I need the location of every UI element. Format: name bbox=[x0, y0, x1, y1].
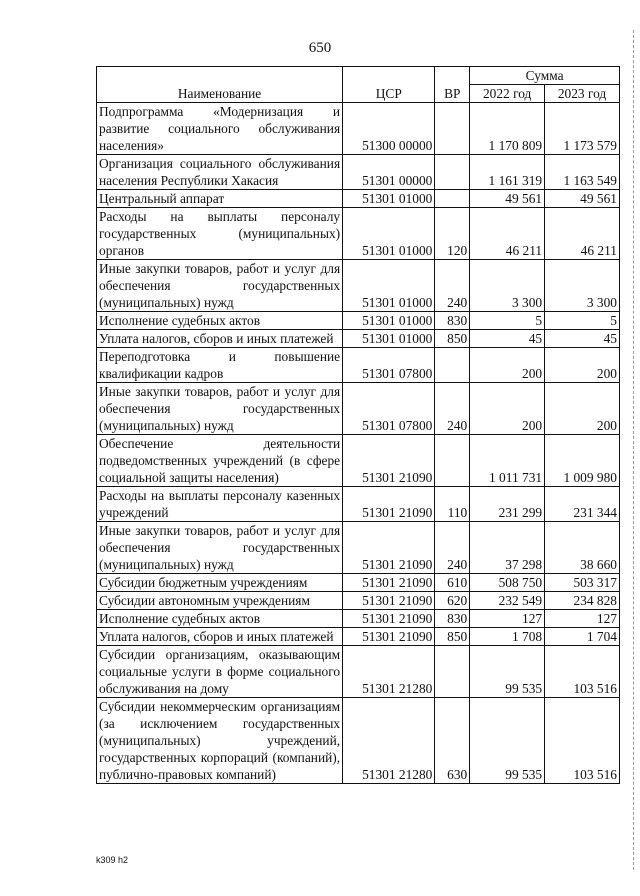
row-vr: 240 bbox=[435, 260, 470, 312]
row-vr: 120 bbox=[435, 208, 470, 260]
row-sum-2023: 127 bbox=[545, 610, 620, 628]
row-vr bbox=[435, 348, 470, 383]
row-sum-2022: 231 299 bbox=[470, 487, 545, 522]
page-number: 650 bbox=[308, 40, 332, 56]
row-sum-2022: 3 300 bbox=[470, 260, 545, 312]
row-vr: 630 bbox=[435, 698, 470, 784]
row-csr: 51301 21280 bbox=[343, 698, 435, 784]
row-name: Уплата налогов, сборов и иных платежей bbox=[97, 330, 343, 348]
header-2023: 2023 год bbox=[545, 85, 620, 103]
row-csr: 51301 07800 bbox=[343, 348, 435, 383]
row-vr: 620 bbox=[435, 592, 470, 610]
header-csr: ЦСР bbox=[343, 67, 435, 103]
row-sum-2023: 3 300 bbox=[545, 260, 620, 312]
row-sum-2022: 232 549 bbox=[470, 592, 545, 610]
row-csr: 51300 00000 bbox=[343, 103, 435, 155]
table-row bbox=[97, 435, 620, 487]
page-edge-line bbox=[632, 30, 634, 870]
row-sum-2022: 99 535 bbox=[470, 698, 545, 784]
row-vr bbox=[435, 190, 470, 208]
row-sum-2022: 37 298 bbox=[470, 522, 545, 574]
row-name: Субсидии организациям, оказывающим социальные услуги в форме социального обслуживания на дому bbox=[97, 646, 343, 698]
row-vr: 110 bbox=[435, 487, 470, 522]
table-row bbox=[97, 208, 620, 260]
row-name: Расходы на выплаты персоналу казенных учреждений bbox=[97, 487, 343, 522]
row-csr: 51301 21090 bbox=[343, 610, 435, 628]
row-name: Исполнение судебных актов bbox=[97, 610, 343, 628]
row-csr: 51301 01000 bbox=[343, 190, 435, 208]
table-row bbox=[97, 260, 620, 312]
row-name: Иные закупки товаров, работ и услуг для обеспечения государственных (муниципальных) нужд bbox=[97, 522, 343, 574]
row-csr: 51301 00000 bbox=[343, 155, 435, 190]
row-name: Переподготовка и повышение квалификации кадров bbox=[97, 348, 343, 383]
row-sum-2022: 5 bbox=[470, 312, 545, 330]
row-sum-2023: 103 516 bbox=[545, 646, 620, 698]
row-sum-2022: 1 170 809 bbox=[470, 103, 545, 155]
row-csr: 51301 21090 bbox=[343, 592, 435, 610]
row-csr: 51301 21090 bbox=[343, 487, 435, 522]
row-sum-2023: 38 660 bbox=[545, 522, 620, 574]
header-2022: 2022 год bbox=[470, 85, 545, 103]
row-vr: 610 bbox=[435, 574, 470, 592]
row-sum-2023: 5 bbox=[545, 312, 620, 330]
row-name: Расходы на выплаты персоналу государственных (муниципальных) органов bbox=[97, 208, 343, 260]
row-sum-2022: 45 bbox=[470, 330, 545, 348]
row-sum-2022: 200 bbox=[470, 383, 545, 435]
row-vr: 830 bbox=[435, 312, 470, 330]
row-sum-2023: 200 bbox=[545, 383, 620, 435]
header-row bbox=[97, 67, 620, 85]
row-sum-2022: 1 011 731 bbox=[470, 435, 545, 487]
header-sum: Сумма bbox=[470, 67, 620, 85]
row-vr: 240 bbox=[435, 383, 470, 435]
table-body bbox=[97, 103, 620, 784]
table-row bbox=[97, 103, 620, 155]
row-sum-2023: 200 bbox=[545, 348, 620, 383]
row-sum-2023: 103 516 bbox=[545, 698, 620, 784]
row-name: Уплата налогов, сборов и иных платежей bbox=[97, 628, 343, 646]
row-csr: 51301 01000 bbox=[343, 208, 435, 260]
row-name: Иные закупки товаров, работ и услуг для обеспечения государственных (муниципальных) нужд bbox=[97, 383, 343, 435]
budget-table bbox=[96, 66, 620, 784]
row-vr: 850 bbox=[435, 628, 470, 646]
row-sum-2022: 1 708 bbox=[470, 628, 545, 646]
row-vr: 240 bbox=[435, 522, 470, 574]
row-csr: 51301 21280 bbox=[343, 646, 435, 698]
table-row bbox=[97, 330, 620, 348]
row-sum-2023: 1 163 549 bbox=[545, 155, 620, 190]
row-vr bbox=[435, 103, 470, 155]
header-name: Наименование bbox=[97, 67, 343, 103]
row-vr bbox=[435, 646, 470, 698]
table-row bbox=[97, 487, 620, 522]
table-row bbox=[97, 646, 620, 698]
row-csr: 51301 01000 bbox=[343, 312, 435, 330]
row-sum-2023: 1 009 980 bbox=[545, 435, 620, 487]
header-vr: ВР bbox=[435, 67, 470, 103]
row-sum-2023: 46 211 bbox=[545, 208, 620, 260]
row-sum-2023: 1 704 bbox=[545, 628, 620, 646]
row-csr: 51301 21090 bbox=[343, 435, 435, 487]
row-vr bbox=[435, 435, 470, 487]
row-sum-2022: 46 211 bbox=[470, 208, 545, 260]
row-name: Обеспечение деятельности подведомственных учреждений (в сфере социальной защиты населения) bbox=[97, 435, 343, 487]
footer-code: k309 h2 bbox=[96, 855, 129, 865]
table-row bbox=[97, 190, 620, 208]
row-csr: 51301 01000 bbox=[343, 260, 435, 312]
row-sum-2023: 234 828 bbox=[545, 592, 620, 610]
row-sum-2022: 49 561 bbox=[470, 190, 545, 208]
row-name: Субсидии бюджетным учреждениям bbox=[97, 574, 343, 592]
row-vr bbox=[435, 155, 470, 190]
row-name: Иные закупки товаров, работ и услуг для обеспечения государственных (муниципальных) нужд bbox=[97, 260, 343, 312]
row-vr: 830 bbox=[435, 610, 470, 628]
row-name: Организация социального обслуживания населения Республики Хакасия bbox=[97, 155, 343, 190]
row-name: Субсидии автономным учреждениям bbox=[97, 592, 343, 610]
table-row bbox=[97, 312, 620, 330]
row-sum-2022: 508 750 bbox=[470, 574, 545, 592]
table-row bbox=[97, 698, 620, 784]
row-sum-2022: 200 bbox=[470, 348, 545, 383]
row-sum-2022: 1 161 319 bbox=[470, 155, 545, 190]
table-row bbox=[97, 574, 620, 592]
row-sum-2023: 231 344 bbox=[545, 487, 620, 522]
row-name: Подпрограмма «Модернизация и развитие социального обслуживания населения» bbox=[97, 103, 343, 155]
table-row bbox=[97, 610, 620, 628]
row-csr: 51301 21090 bbox=[343, 522, 435, 574]
row-name: Центральный аппарат bbox=[97, 190, 343, 208]
row-sum-2023: 1 173 579 bbox=[545, 103, 620, 155]
row-csr: 51301 07800 bbox=[343, 383, 435, 435]
table-row bbox=[97, 383, 620, 435]
row-sum-2023: 45 bbox=[545, 330, 620, 348]
row-sum-2023: 49 561 bbox=[545, 190, 620, 208]
row-csr: 51301 01000 bbox=[343, 330, 435, 348]
table-row bbox=[97, 592, 620, 610]
row-sum-2022: 127 bbox=[470, 610, 545, 628]
row-name: Исполнение судебных актов bbox=[97, 312, 343, 330]
row-vr: 850 bbox=[435, 330, 470, 348]
row-csr: 51301 21090 bbox=[343, 628, 435, 646]
table-row bbox=[97, 628, 620, 646]
row-sum-2023: 503 317 bbox=[545, 574, 620, 592]
table-row bbox=[97, 348, 620, 383]
table-row bbox=[97, 522, 620, 574]
row-name: Субсидии некоммерческим организациям (за исключением государственных (муниципальных) учреждений, государственных корпораций (компаний), публично-правовых компаний) bbox=[97, 698, 343, 784]
row-csr: 51301 21090 bbox=[343, 574, 435, 592]
row-sum-2022: 99 535 bbox=[470, 646, 545, 698]
table-row bbox=[97, 155, 620, 190]
